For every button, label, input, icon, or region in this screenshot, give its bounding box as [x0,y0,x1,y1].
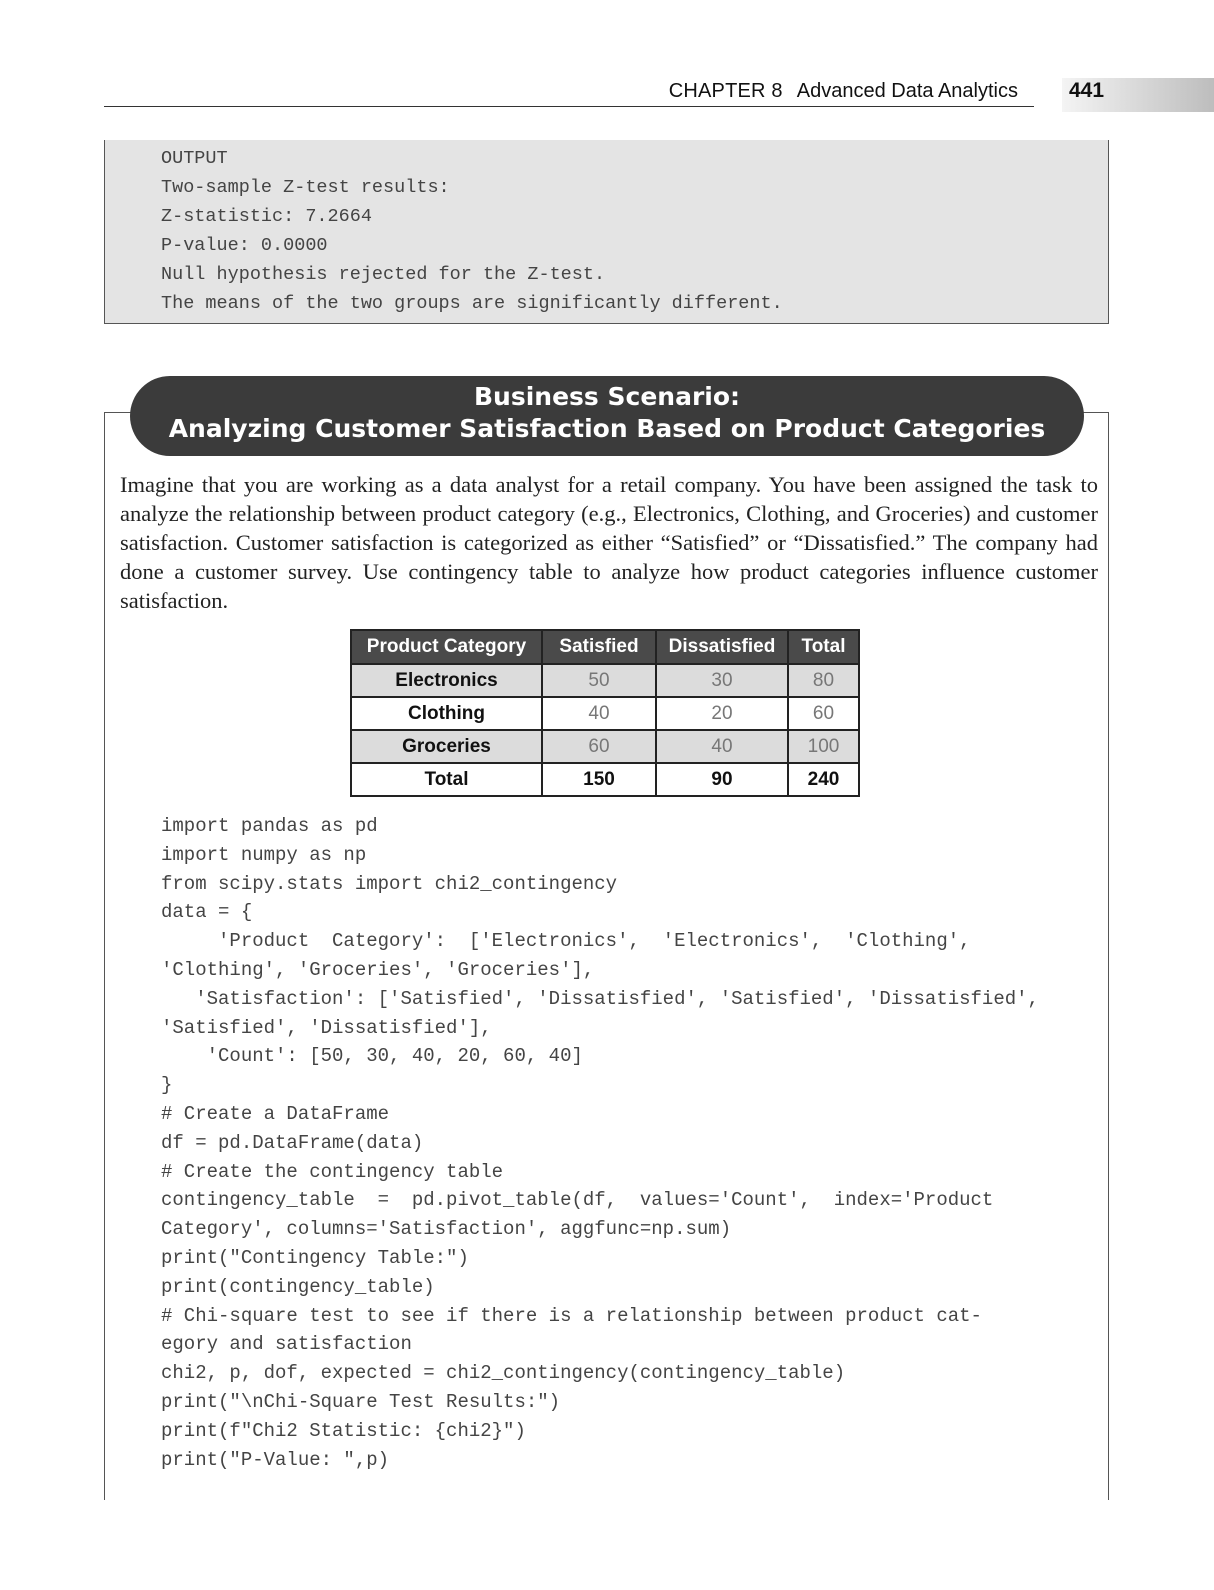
code-listing [161,812,1039,1474]
column-header: Product Category [351,630,542,664]
page-number: 441 [1069,79,1105,102]
table-cell: 240 [788,763,859,796]
table-cell: 80 [788,664,859,697]
output-line: Two-sample Z-test results: [161,177,450,198]
row-label: Clothing [351,697,542,730]
code-line: print(f"Chi2 Statistic: {chi2}") [161,1419,526,1442]
column-header: Total [788,630,859,664]
contingency-table [350,629,860,797]
table-cell: 100 [788,730,859,763]
chapter-label: CHAPTER 8 [668,80,783,102]
table-cell: 30 [656,664,788,697]
code-line: from scipy.stats import chi2_contingency [161,872,618,895]
scenario-title-line2: Analyzing Customer Satisfaction Based on Product Categories [168,414,1046,443]
table-row [351,664,859,697]
code-line: data = { [161,901,253,924]
code-line: 'Satisfaction': ['Satisfied', 'Dissatisfied', 'Satisfied', 'Dissatisfied', [161,987,1039,1010]
code-line: df = pd.DataFrame(data) [161,1131,424,1154]
header-rule [104,106,1034,107]
table-cell: 90 [656,763,788,796]
chapter-title: Advanced Data Analytics [796,80,1018,102]
scenario-title-line1: Business Scenario: [473,382,741,411]
table-total-row [351,763,859,796]
table-cell: 60 [542,730,656,763]
output-line: Z-statistic: 7.2664 [161,206,372,227]
code-line: # Create a DataFrame [161,1102,390,1125]
code-line: import pandas as pd [161,815,378,837]
code-line: contingency_table = pd.pivot_table(df, values='Count', index='Product [161,1189,994,1212]
scenario-paragraph: Imagine that you are working as a data analyst for a retail company. You have been assigned the task to analyze the relationship between product category (e.g., Electronics, Clothing, and Groceries) and customer satisfaction. Customer satisfaction is categorized as either “Satisfied” or “Dissatisfied.” The company had done a customer survey. Use contingency table to analyze how product categories influence customer satisfaction. [120,472,1098,613]
row-label: Groceries [351,730,542,763]
row-label: Electronics [351,664,542,697]
code-line: # Chi-square test to see if there is a relationship between product cat- [161,1304,982,1327]
code-line: Category', columns='Satisfaction', aggfunc=np.sum) [161,1218,732,1241]
output-line: The means of the two groups are significantly different. [161,293,783,314]
output-box [104,140,1109,324]
column-header: Dissatisfied [656,630,788,664]
output-line: OUTPUT [161,148,228,169]
table-header-row [351,630,859,664]
table-cell: 40 [542,697,656,730]
output-line: P-value: 0.0000 [161,235,328,256]
table-row [351,697,859,730]
code-line: egory and satisfaction [161,1333,412,1356]
output-text [161,144,783,318]
table-cell: 60 [788,697,859,730]
table-cell: 150 [542,763,656,796]
table-cell: 20 [656,697,788,730]
code-line: chi2, p, dof, expected = chi2_contingency(contingency_table) [161,1362,846,1385]
table-cell: 50 [542,664,656,697]
code-line: 'Product Category': ['Electronics', 'Electronics', 'Clothing', [161,930,971,953]
row-label: Total [351,763,542,796]
code-line: print(contingency_table) [161,1275,435,1298]
code-line: import numpy as np [161,843,367,866]
table-row [351,730,859,763]
code-line: print("\nChi-Square Test Results:") [161,1390,561,1413]
code-line: 'Satisfied', 'Dissatisfied'], [161,1016,492,1039]
code-line: print("Contingency Table:") [161,1246,469,1269]
code-line: } [161,1074,173,1097]
code-line: 'Clothing', 'Groceries', 'Groceries'], [161,958,595,981]
scenario-title-banner [130,376,1084,456]
table-cell: 40 [656,730,788,763]
code-line: # Create the contingency table [161,1160,504,1183]
running-header [669,80,1018,106]
code-line: 'Count': [50, 30, 40, 20, 60, 40] [161,1045,583,1068]
code-line: print("P-Value: ",p) [161,1448,390,1471]
column-header: Satisfied [542,630,656,664]
output-line: Null hypothesis rejected for the Z-test. [161,264,606,285]
